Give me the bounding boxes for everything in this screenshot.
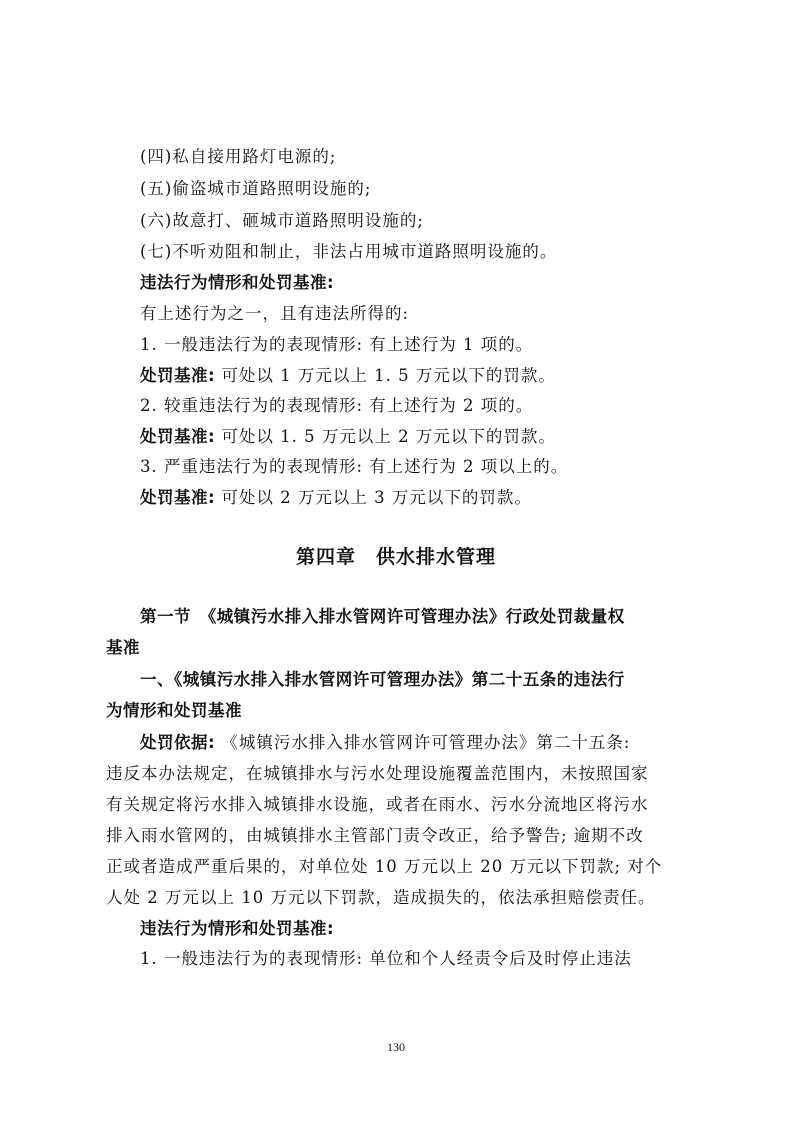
grade-2-situation: 2. 较重违法行为的表现情形: 有上述行为 2 项的。 [140, 396, 534, 415]
chapter-title: 第四章 供水排水管理 [295, 546, 496, 568]
penalty-label: 处罚基准: [140, 366, 216, 385]
item-seven: (七)不听劝阻和制止，非法占用城市道路照明设施的。 [140, 242, 558, 261]
grade-1-situation-text: 1. 一般违法行为的表现情形: 单位和个人经责令后及时停止违法 [140, 949, 632, 968]
section-title-line2: 基准 [106, 638, 140, 657]
basis-label: 处罚依据: [140, 733, 216, 752]
grade-2-penalty [140, 425, 720, 449]
grade-1-situation: 1. 一般违法行为的表现情形: 有上述行为 1 项的。 [140, 335, 534, 354]
section-title-line1: 第一节 《城镇污水排入排水管网许可管理办法》行政处罚裁量权 [140, 607, 625, 626]
penalty-text: 可处以 1. 5 万元以上 2 万元以下的罚款。 [221, 427, 556, 446]
intro-text: 有上述行为之一，且有违法所得的: [140, 304, 410, 323]
basis-text: 《城镇污水排入排水管网许可管理办法》第二十五条: [221, 733, 631, 752]
item-six: (六)故意打、砸城市道路照明设施的; [140, 211, 424, 230]
article-title-line1: 一、《城镇污水排入排水管网许可管理办法》第二十五条的违法行 [140, 670, 625, 689]
grade-1-penalty [140, 364, 720, 388]
penalty-text: 可处以 1 万元以上 1. 5 万元以下的罚款。 [221, 366, 556, 385]
basis-line-2: 违反本办法规定，在城镇排水与污水处理设施覆盖范围内，未按照国家 [106, 764, 649, 783]
penalty-label: 处罚基准: [140, 488, 216, 507]
grade-3-penalty [140, 486, 720, 510]
basis-first-line [140, 731, 720, 755]
standard-heading: 违法行为情形和处罚基准: [140, 273, 335, 292]
penalty-text: 可处以 2 万元以上 3 万元以下的罚款。 [221, 488, 532, 507]
article-title-line2: 为情形和处罚基准 [106, 701, 242, 720]
basis-line-5: 正或者造成严重后果的，对单位处 10 万元以上 20 万元以下罚款; 对个 [106, 857, 663, 876]
basis-line-6: 人处 2 万元以上 10 万元以下罚款，造成损失的，依法承担赔偿责任。 [106, 888, 656, 907]
basis-line-3: 有关规定将污水排入城镇排水设施，或者在雨水、污水分流地区将污水 [106, 795, 649, 814]
item-five: (五)偷盗城市道路照明设施的; [140, 179, 372, 198]
basis-line-4: 排入雨水管网的，由城镇排水主管部门责令改正，给予警告; 逾期不改 [106, 826, 644, 845]
penalty-label: 处罚基准: [140, 427, 216, 446]
item-four: (四)私自接用路灯电源的; [140, 147, 337, 166]
grade-3-situation: 3. 严重违法行为的表现情形: 有上述行为 2 项以上的。 [140, 457, 569, 476]
standard-heading: 违法行为情形和处罚基准: [140, 919, 335, 938]
page-number: 130 [387, 1040, 405, 1054]
